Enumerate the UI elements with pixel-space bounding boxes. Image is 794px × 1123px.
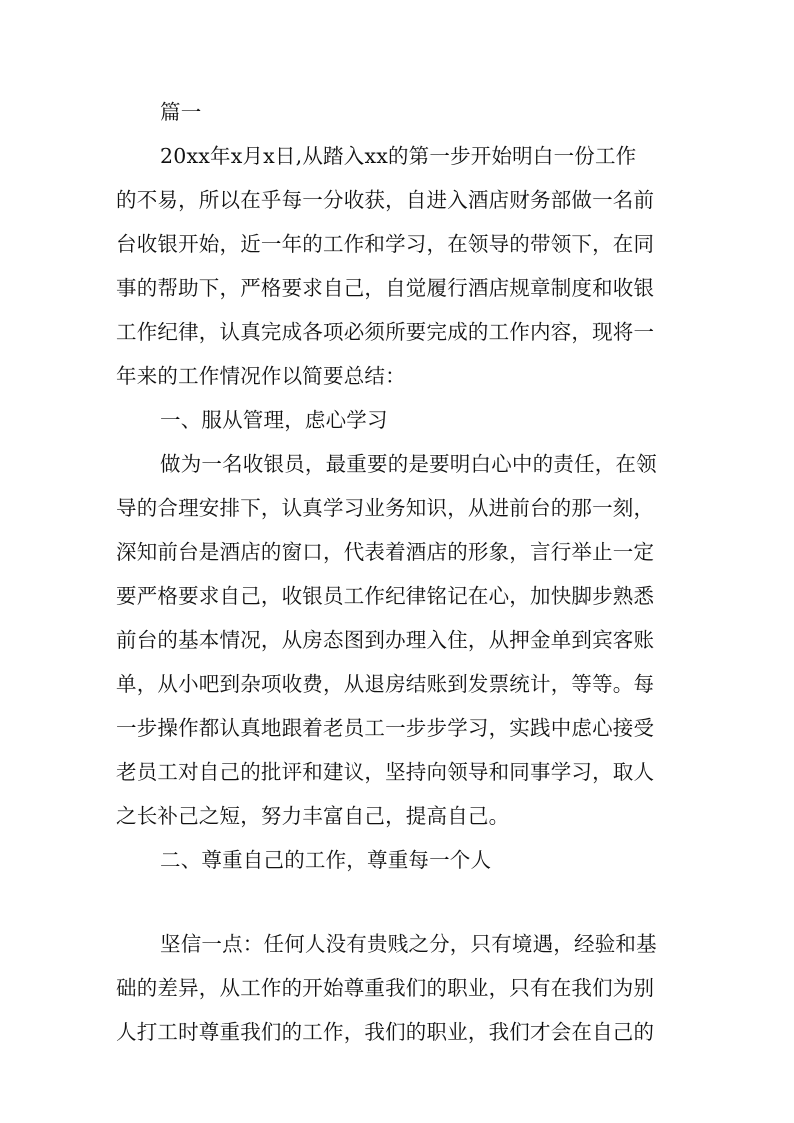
section-heading: 一、服从管理，虑心学习 [160,408,388,432]
paragraph-line: 工作纪律，认真完成各项必须所要完成的工作内容，现将一 [116,320,655,344]
paragraph-line: 做为一名收银员，最重要的是要明白心中的责任，在领 [160,452,657,476]
paragraph-line: 前台的基本情况，从房态图到办理入住，从押金单到宾客账 [116,628,655,652]
paragraph-line: 一步操作都认真地跟着老员工一步步学习，实践中虑心接受 [116,716,655,740]
paragraph-line: 台收银开始，近一年的工作和学习，在领导的带领下，在同 [116,232,655,256]
paragraph-line: 年来的工作情况作以简要总结： [116,364,406,388]
paragraph-line: 深知前台是酒店的窗口，代表着酒店的形象，言行举止一定 [116,540,655,564]
section-heading: 二、尊重自己的工作，尊重每一个人 [160,848,492,872]
paragraph-line: 要严格要求自己，收银员工作纪律铭记在心，加快脚步熟悉 [116,584,655,608]
paragraph-line: 导的合理安排下，认真学习业务知识，从进前台的那一刻， [116,496,655,520]
section-title: 篇一 [160,100,202,124]
paragraph-line: 之长补己之短，努力丰富自己，提高自己。 [116,804,510,828]
paragraph-line: 础的差异，从工作的开始尊重我们的职业，只有在我们为别 [116,976,655,1000]
paragraph-line: 20xx年x月x日,从踏入xx的第一步开始明白一份工作 [160,144,637,168]
paragraph-line: 坚信一点：任何人没有贵贱之分，只有境遇，经验和基 [160,932,657,956]
paragraph-line: 事的帮助下，严格要求自己，自觉履行酒店规章制度和收银 [116,276,655,300]
paragraph-line: 人打工时尊重我们的工作，我们的职业，我们才会在自己的 [116,1020,655,1044]
paragraph-line: 单，从小吧到杂项收费，从退房结账到发票统计，等等。每 [116,672,655,696]
paragraph-line: 老员工对自己的批评和建议，坚持向领导和同事学习，取人 [116,760,655,784]
paragraph-line: 的不易，所以在乎每一分收获，自进入酒店财务部做一名前 [116,188,655,212]
